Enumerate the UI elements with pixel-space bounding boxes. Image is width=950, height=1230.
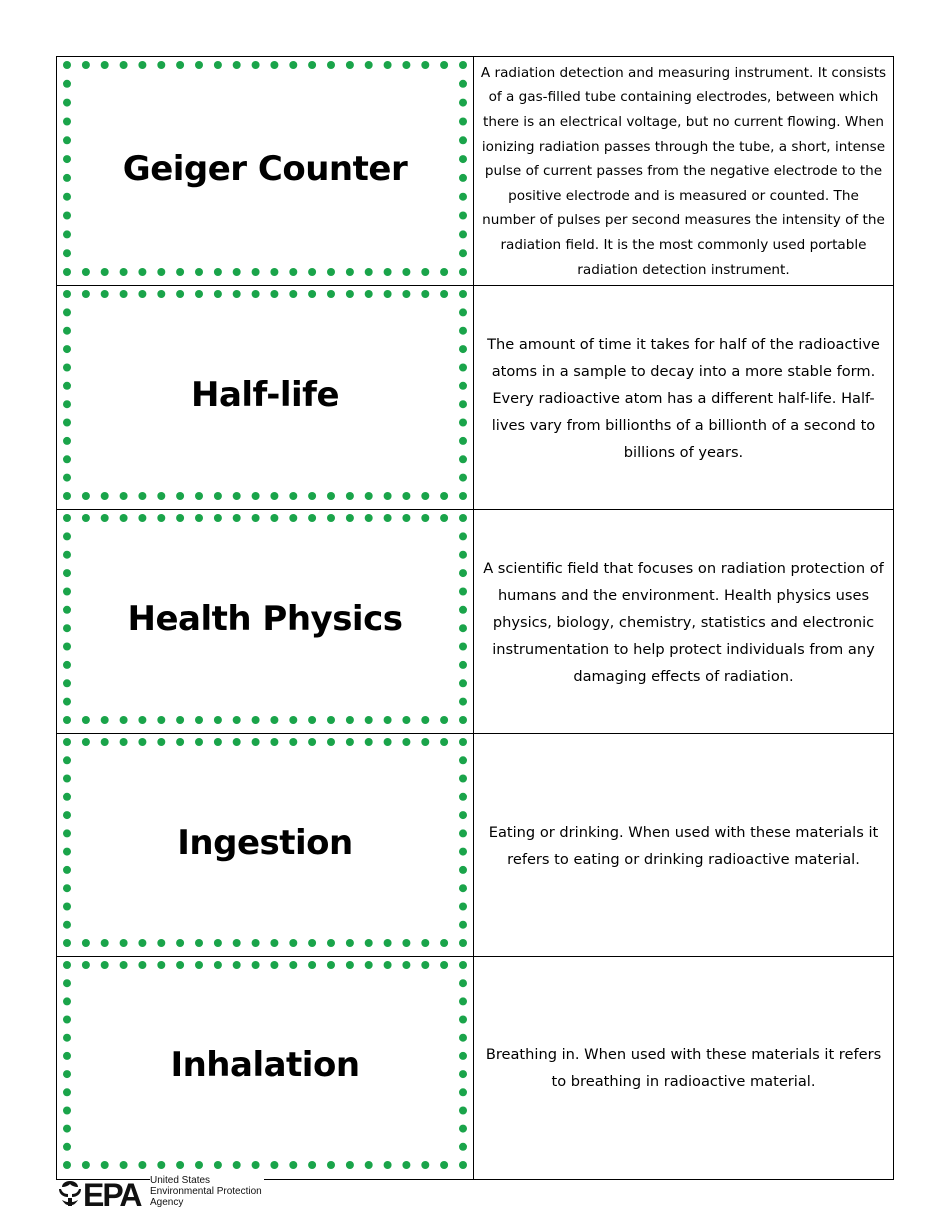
card-row-inhalation xyxy=(57,957,893,1179)
epa-wordmark: EPA xyxy=(83,1178,141,1208)
agency-name xyxy=(150,1175,264,1208)
agency-line: Agency xyxy=(150,1197,184,1208)
term-cell xyxy=(57,57,473,286)
term-cell xyxy=(57,957,473,1179)
agency-line: United States xyxy=(150,1175,211,1186)
card-row-geiger-counter xyxy=(57,57,893,286)
definition-cell xyxy=(473,286,893,510)
vocabulary-card-table xyxy=(56,56,894,1180)
epa-logo xyxy=(56,1174,272,1210)
definition-cell xyxy=(473,57,893,286)
definition-text: A scientific field that focuses on radiation protection of humans and the environment. Health physics uses physics, biology, chemistry, statistics and electronic instrumentation to help protect individuals from any damaging effects of radiation. xyxy=(483,559,884,685)
term-title: Health Physics xyxy=(127,599,403,639)
term-cell xyxy=(57,510,473,734)
term-cell xyxy=(57,286,473,510)
definition-text: A radiation detection and measuring instrument. It consists of a gas-filled tube containing electrodes, between which there is an electrical voltage, but no current flowing. When ionizing radiation passes through the tube, a short, intense pulse of current passes from the negative electrode to the positive electrode and is measured or counted. The number of pulses per second measures the intensity of the radiation field. It is the most commonly used portable radiation detection instrument. xyxy=(480,64,887,278)
term-title: Inhalation xyxy=(170,1045,360,1085)
term-title: Ingestion xyxy=(177,822,353,863)
agency-line: Environmental Protection xyxy=(150,1186,262,1197)
definition-text: Eating or drinking. When used with these materials it refers to eating or drinking radioactive material. xyxy=(488,823,879,868)
definition-cell xyxy=(473,510,893,734)
card-row-ingestion xyxy=(57,734,893,957)
card-row-half-life xyxy=(57,286,893,510)
epa-flower-icon xyxy=(56,1178,148,1208)
definition-cell xyxy=(473,734,893,957)
term-cell xyxy=(57,734,473,957)
definition-text: Breathing in. When used with these materials it refers to breathing in radioactive material. xyxy=(485,1046,882,1090)
term-title: Geiger Counter xyxy=(122,148,408,189)
card-row-health-physics xyxy=(57,510,893,734)
definition-cell xyxy=(473,957,893,1179)
definition-text: The amount of time it takes for half of the radioactive atoms in a sample to decay into a more stable form. Every radioactive atom has a different half-life. Half-lives vary from billionths of a billionth of a second to billions of years. xyxy=(487,335,880,461)
term-title: Half-life xyxy=(190,375,340,415)
